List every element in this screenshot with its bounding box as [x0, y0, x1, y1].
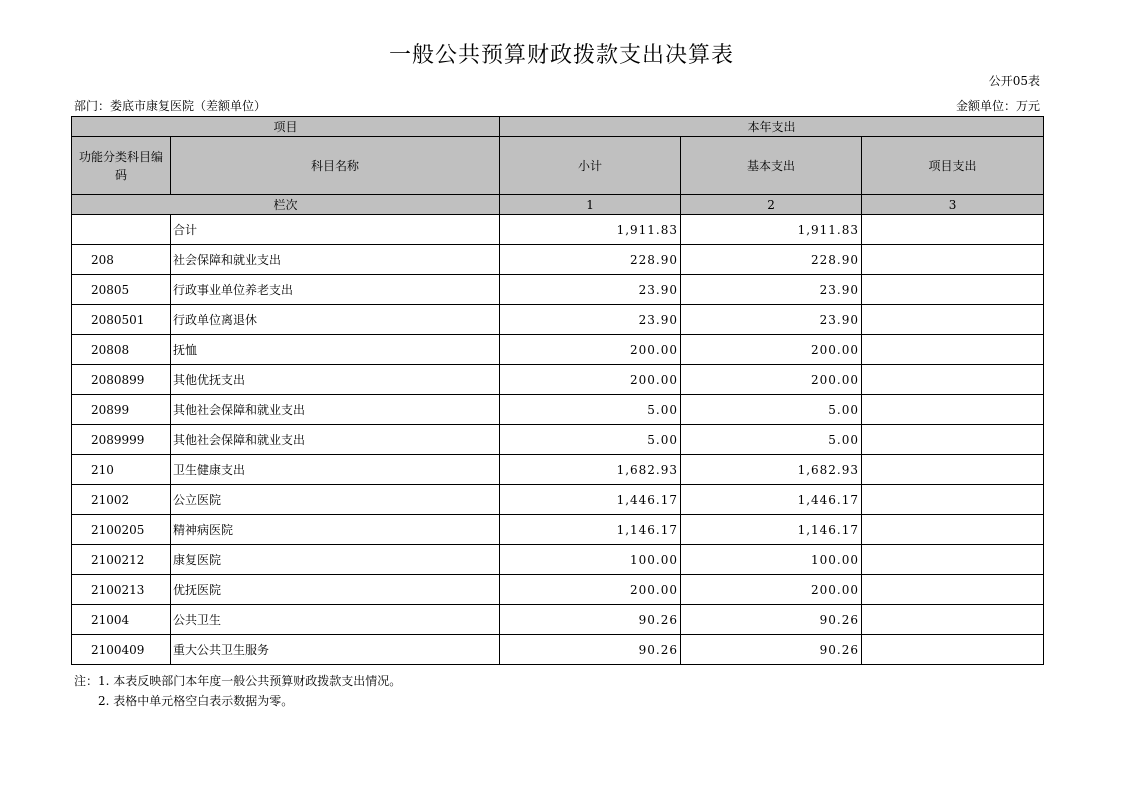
row-project [862, 515, 1044, 545]
row-project [862, 365, 1044, 395]
row-project [862, 305, 1044, 335]
table-row [72, 605, 1044, 635]
row-name: 抚恤 [171, 335, 500, 365]
header-project-expense: 项目支出 [862, 137, 1044, 195]
row-name: 社会保障和就业支出 [171, 245, 500, 275]
table-row [72, 425, 1044, 455]
row-project [862, 395, 1044, 425]
row-subtotal: 23.90 [500, 275, 681, 305]
row-code: 2100205 [72, 515, 171, 545]
row-name: 其他社会保障和就业支出 [171, 395, 500, 425]
row-basic: 1,446.17 [681, 485, 862, 515]
row-basic: 1,911.83 [681, 215, 862, 245]
row-project [862, 425, 1044, 455]
row-code: 2100213 [72, 575, 171, 605]
row-basic: 5.00 [681, 395, 862, 425]
header-col2: 2 [681, 195, 862, 215]
row-name: 其他社会保障和就业支出 [171, 425, 500, 455]
row-name: 优抚医院 [171, 575, 500, 605]
row-code: 21002 [72, 485, 171, 515]
row-subtotal: 1,682.93 [500, 455, 681, 485]
header-project: 项目 [72, 117, 500, 137]
header-name: 科目名称 [171, 137, 500, 195]
table-row [72, 455, 1044, 485]
note-line-1: 注：1. 本表反映部门本年度一般公共预算财政拨款支出情况。 [74, 674, 402, 688]
row-project [862, 275, 1044, 305]
header-column-order: 栏次 [72, 195, 500, 215]
row-project [862, 545, 1044, 575]
row-code: 2080501 [72, 305, 171, 335]
row-subtotal: 23.90 [500, 305, 681, 335]
table-row [72, 275, 1044, 305]
row-name: 行政单位离退休 [171, 305, 500, 335]
row-subtotal: 228.90 [500, 245, 681, 275]
row-project [862, 335, 1044, 365]
row-project [862, 605, 1044, 635]
unit-label: 金额单位：万元 [955, 99, 1040, 113]
table-row [72, 245, 1044, 275]
header-col1: 1 [500, 195, 681, 215]
row-subtotal: 90.26 [500, 605, 681, 635]
row-subtotal: 5.00 [500, 395, 681, 425]
row-basic: 100.00 [681, 545, 862, 575]
row-basic: 23.90 [681, 275, 862, 305]
row-subtotal: 200.00 [500, 365, 681, 395]
table-row [72, 365, 1044, 395]
table-tag: 公开05表 [988, 74, 1040, 88]
row-basic: 90.26 [681, 635, 862, 665]
row-name: 公共卫生 [171, 605, 500, 635]
header-subtotal: 小计 [500, 137, 681, 195]
row-basic: 5.00 [681, 425, 862, 455]
row-subtotal: 1,446.17 [500, 485, 681, 515]
row-basic: 1,682.93 [681, 455, 862, 485]
row-code: 20808 [72, 335, 171, 365]
table-row [72, 545, 1044, 575]
row-basic: 200.00 [681, 575, 862, 605]
row-project [862, 575, 1044, 605]
row-subtotal: 1,146.17 [500, 515, 681, 545]
row-project [862, 455, 1044, 485]
row-basic: 23.90 [681, 305, 862, 335]
table-row [72, 335, 1044, 365]
notes [74, 671, 401, 711]
row-code [72, 215, 171, 245]
department-label: 部门：娄底市康复医院（差额单位） [74, 99, 267, 113]
row-code: 20899 [72, 395, 171, 425]
row-name: 合计 [171, 215, 500, 245]
row-subtotal: 1,911.83 [500, 215, 681, 245]
row-subtotal: 200.00 [500, 335, 681, 365]
table-row [72, 215, 1044, 245]
table-row [72, 575, 1044, 605]
row-code: 2089999 [72, 425, 171, 455]
row-code: 208 [72, 245, 171, 275]
row-name: 行政事业单位养老支出 [171, 275, 500, 305]
table-row [72, 515, 1044, 545]
row-name: 卫生健康支出 [171, 455, 500, 485]
page-title: 一般公共预算财政拨款支出决算表 [388, 43, 734, 68]
table-row [72, 305, 1044, 335]
row-project [862, 485, 1044, 515]
row-code: 20805 [72, 275, 171, 305]
row-name: 重大公共卫生服务 [171, 635, 500, 665]
row-code: 2080899 [72, 365, 171, 395]
header-col3: 3 [862, 195, 1044, 215]
table-row [72, 395, 1044, 425]
row-subtotal: 200.00 [500, 575, 681, 605]
row-code: 210 [72, 455, 171, 485]
row-project [862, 245, 1044, 275]
header-current-year: 本年支出 [500, 117, 1044, 137]
row-basic: 228.90 [681, 245, 862, 275]
table-row [72, 635, 1044, 665]
row-basic: 200.00 [681, 335, 862, 365]
row-code: 2100409 [72, 635, 171, 665]
row-basic: 90.26 [681, 605, 862, 635]
row-basic: 200.00 [681, 365, 862, 395]
row-name: 精神病医院 [171, 515, 500, 545]
row-name: 其他优抚支出 [171, 365, 500, 395]
row-basic: 1,146.17 [681, 515, 862, 545]
row-code: 21004 [72, 605, 171, 635]
expenditure-table [71, 116, 1044, 665]
table-row [72, 485, 1044, 515]
header-basic: 基本支出 [681, 137, 862, 195]
row-subtotal: 90.26 [500, 635, 681, 665]
row-subtotal: 100.00 [500, 545, 681, 575]
note-line-2: 2. 表格中单元格空白表示数据为零。 [98, 694, 294, 708]
row-code: 2100212 [72, 545, 171, 575]
row-subtotal: 5.00 [500, 425, 681, 455]
row-name: 公立医院 [171, 485, 500, 515]
row-project [862, 215, 1044, 245]
row-project [862, 635, 1044, 665]
header-code: 功能分类科目编码 [72, 137, 171, 195]
row-name: 康复医院 [171, 545, 500, 575]
